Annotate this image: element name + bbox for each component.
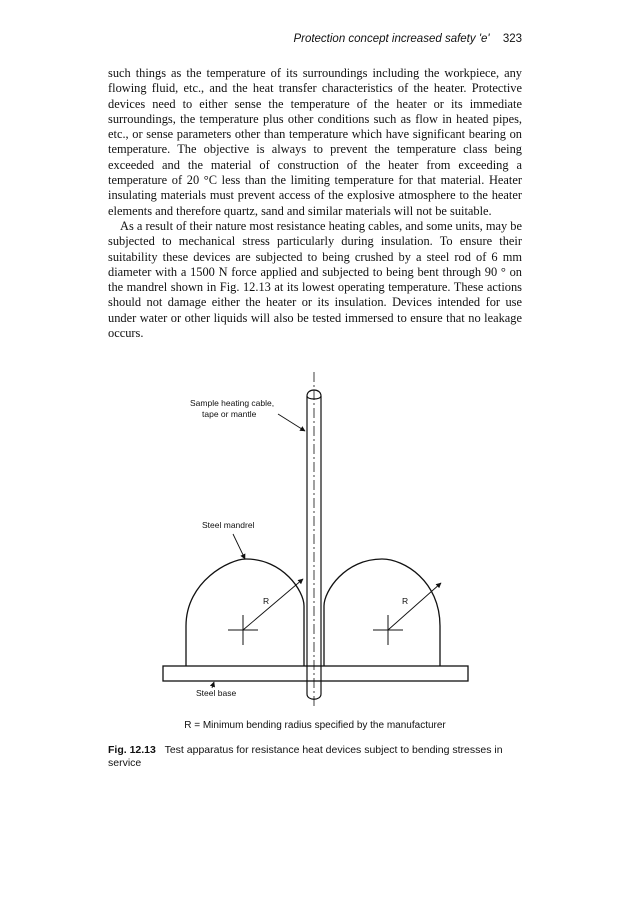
paragraph-2: As a result of their nature most resistance heating cables, and some units, may be subjected to mechanical stress particularly during insulation. To ensure their suitability these devices are subjected to being crushed by a steel rod of 6 mm diameter with a 1500 N force applied and subjected to being bent through 90 ° on the mandrel shown in Fig. 12.13 at its lowest operating temperature. These actions should not damage either the heater or its insulation. Devices intended for use under water or other liquids will also be tested immersed to ensure that no leakage occurs. (108, 218, 522, 341)
caption-text: Test apparatus for resistance heat devices subject to bending stresses in service (108, 744, 503, 769)
cable-leader-arrow (278, 414, 305, 431)
cable-label-line2: tape or mantle (202, 409, 257, 419)
left-radius-arrow (243, 579, 303, 630)
cable-label-line1: Sample heating cable, (190, 398, 275, 408)
figure-caption (108, 744, 522, 770)
left-radius-label: R (263, 596, 270, 606)
running-head-title: Protection concept increased safety 'e' (293, 33, 490, 45)
right-radius-arrow (388, 583, 441, 630)
mandrel-label: Steel mandrel (202, 520, 255, 530)
mandrel-leader-arrow (233, 534, 245, 559)
page-number: 323 (502, 33, 522, 45)
body-text (108, 66, 522, 341)
sample-cable (307, 390, 321, 699)
figure-diagram (108, 366, 522, 728)
figure-12-13 (108, 366, 522, 728)
running-head (108, 33, 522, 45)
figure-legend: R = Minimum bending radius specified by the manufacturer (184, 720, 446, 731)
right-radius-label: R (402, 596, 409, 606)
paragraph-1: such things as the temperature of its surroundings including the workpiece, any flowing fluid, etc., and the heat transfer characteristics of the heater. Protective devices need to either sense the temperature of the heater or its immediate surroundings, the temperature plus other conditions such as flow in heated pipes, etc., or sense parameters other than temperature which have significant bearing on temperature. The objective is always to prevent the temperature class being exceeded and the material of construction of the heater from exceeding a temperature of 20 °C less than the limiting temperature for that material. Heater insulating materials must prevent access of the explosive atmosphere to the heater elements and therefore quartz, sand and similar materials will not be suitable. (108, 66, 522, 218)
base-label: Steel base (196, 688, 237, 698)
caption-number: Fig. 12.13 (108, 744, 156, 756)
right-mandrel (324, 559, 440, 666)
left-mandrel (186, 559, 304, 666)
steel-base (163, 666, 468, 681)
